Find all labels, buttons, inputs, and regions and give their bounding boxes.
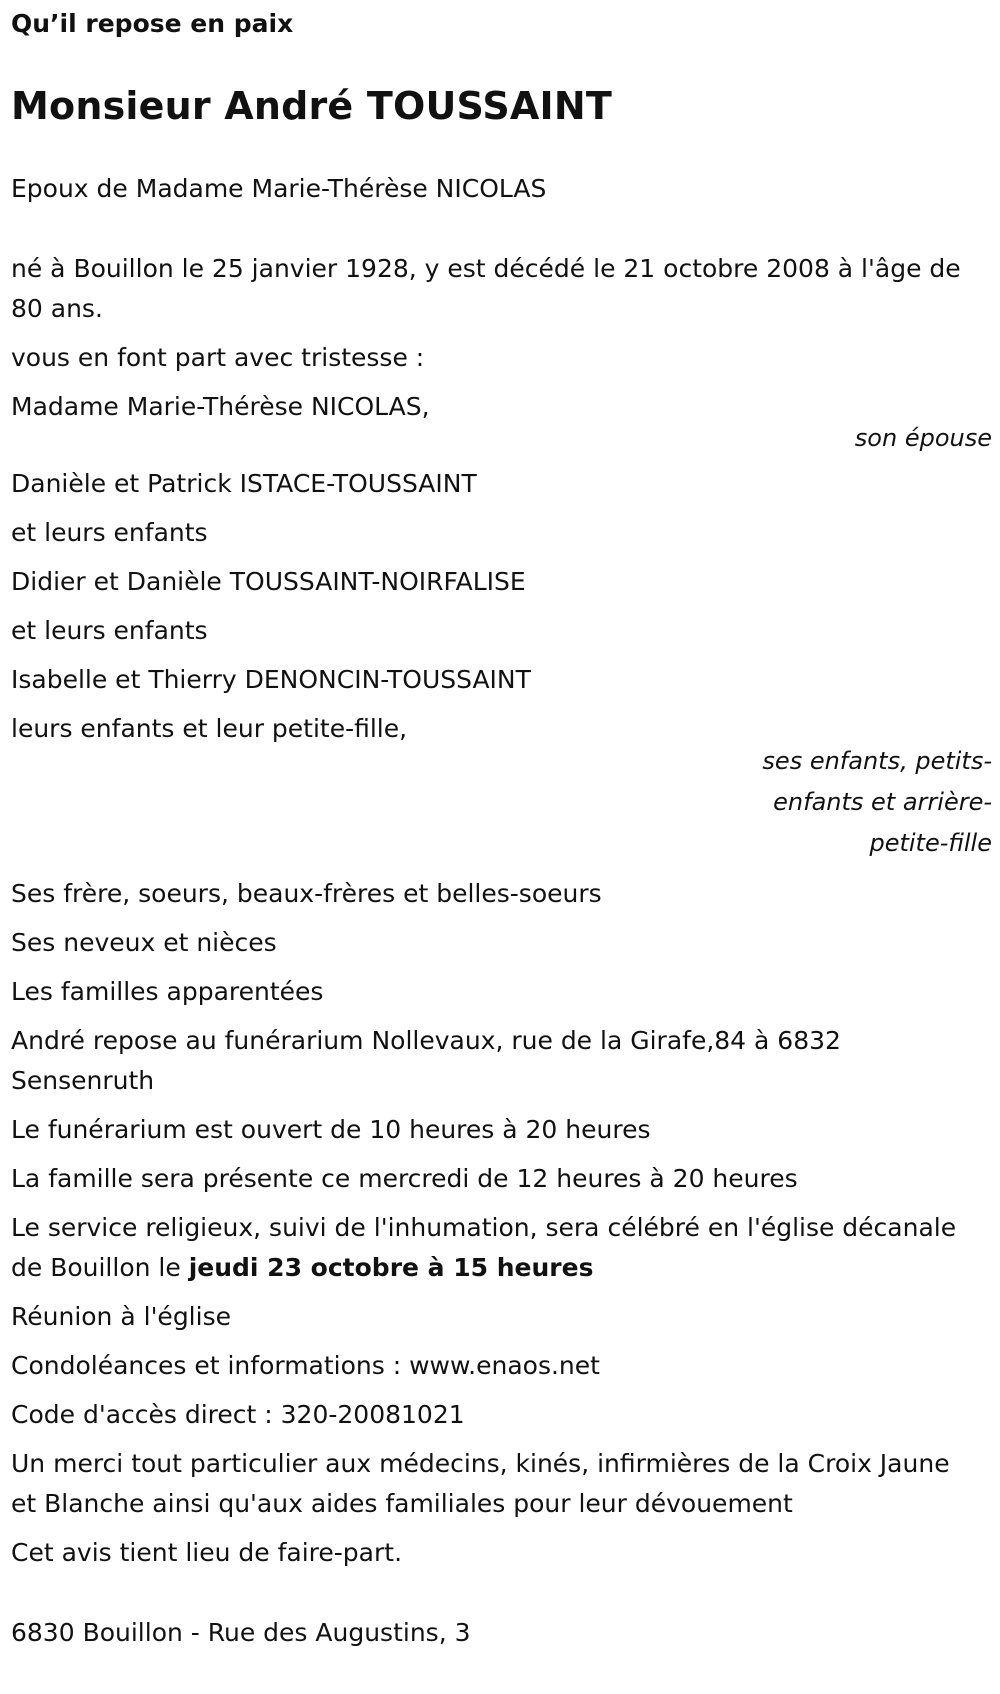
relatives-line: Ses frère, soeurs, beaux-frères et belles-soeurs <box>11 879 602 908</box>
meeting-text: Réunion à l'église <box>11 1302 231 1331</box>
birth-death-text: né à Bouillon le 25 janvier 1928, y est décédé le 21 octobre 2008 à l'âge de 80 ans. <box>11 254 961 323</box>
address-text: 6830 Bouillon - Rue des Augustins, 3 <box>11 1618 471 1647</box>
deceased-name: Monsieur André TOUSSAINT <box>11 84 612 128</box>
child-line: leurs enfants et leur petite-fille, <box>11 714 408 743</box>
faire-part-text: Cet avis tient lieu de faire-part. <box>11 1538 403 1567</box>
relatives-line: Les familles apparentées <box>11 977 324 1006</box>
service-text <box>11 1208 971 1288</box>
child-line: et leurs enfants <box>11 518 208 547</box>
child-line: et leurs enfants <box>11 616 208 645</box>
spouse-line: Epoux de Madame Marie-Thérèse NICOLAS <box>11 174 547 203</box>
children-role: ses enfants, petits-enfants et arrière-petite-fille <box>762 747 992 857</box>
relatives-line: Ses neveux et nièces <box>11 928 277 957</box>
intro-heading: Qu’il repose en paix <box>11 9 294 38</box>
announce-text: vous en font part avec tristesse : <box>11 343 425 372</box>
access-code-text: Code d'accès direct : 320-20081021 <box>11 1400 465 1429</box>
child-line: Didier et Danièle TOUSSAINT-NOIRFALISE <box>11 567 526 596</box>
spouse-role: son épouse <box>854 424 992 452</box>
service-prefix: Le service religieux, suivi de l'inhumation, sera célébré en l'église décanale de Bouillon le <box>11 1213 957 1282</box>
service-date: jeudi 23 octobre à 15 heures <box>188 1253 594 1282</box>
condolences-text: Condoléances et informations : www.enaos.net <box>11 1351 600 1380</box>
opening-hours-text: Le funérarium est ouvert de 10 heures à 20 heures <box>11 1115 651 1144</box>
family-presence-text: La famille sera présente ce mercredi de 12 heures à 20 heures <box>11 1164 798 1193</box>
spouse-name: Madame Marie-Thérèse NICOLAS, <box>11 392 430 421</box>
child-line: Danièle et Patrick ISTACE-TOUSSAINT <box>11 469 477 498</box>
child-line: Isabelle et Thierry DENONCIN-TOUSSAINT <box>11 665 531 694</box>
funerarium-text: André repose au funérarium Nollevaux, rue de la Girafe,84 à 6832 Sensenruth <box>11 1026 841 1095</box>
thanks-text: Un merci tout particulier aux médecins, kinés, infirmières de la Croix Jaune et Blanche ainsi qu'aux aides familiales pour leur dévouement <box>11 1449 950 1518</box>
